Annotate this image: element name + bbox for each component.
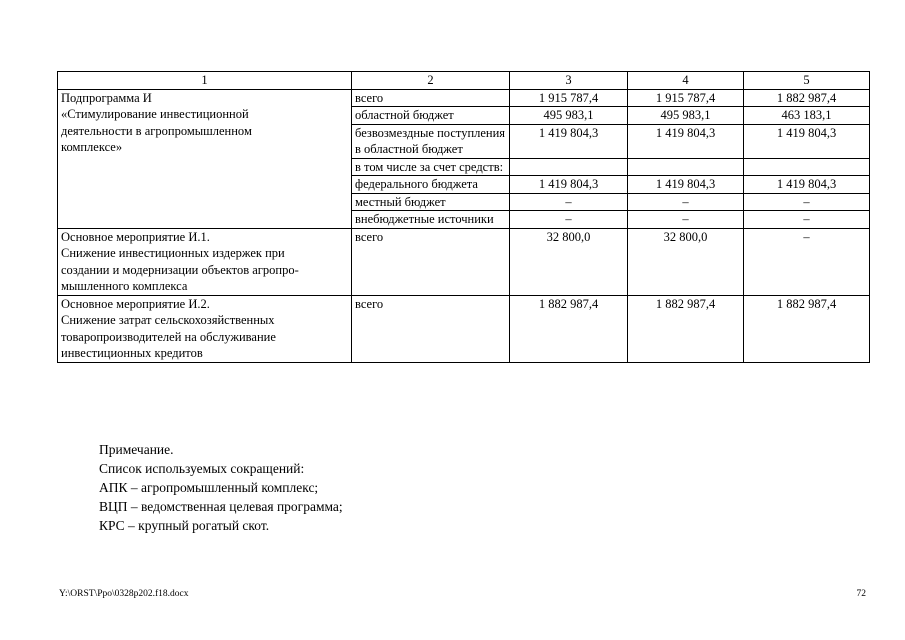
value-col-3: 1 915 787,4	[510, 89, 628, 107]
value-col-5: 1 882 987,4	[744, 89, 870, 107]
value-col-4: 1 915 787,4	[628, 89, 744, 107]
value-col-5: 1 419 804,3	[744, 176, 870, 194]
note-intro: Список используемых сокращений:	[99, 461, 305, 476]
value-col-4: –	[628, 193, 744, 211]
funding-source: местный бюджет	[352, 193, 510, 211]
budget-table	[57, 71, 870, 363]
value-col-4: 1 419 804,3	[628, 176, 744, 194]
activity-2-name: Основное мероприятие И.2. Снижение затрат сельскохозяйственных товаропроизводителей на обслуживание инвестиционных кредитов	[58, 295, 352, 362]
value-col-4: –	[628, 211, 744, 229]
table-row	[58, 295, 870, 362]
abbreviation-item: АПК – агропромышленный комплекс;	[99, 480, 319, 495]
funding-source: областной бюджет	[352, 107, 510, 125]
header-col-2: 2	[352, 72, 510, 90]
value-col-3: 495 983,1	[510, 107, 628, 125]
value-col-3	[510, 158, 628, 176]
value-col-3: 1 419 804,3	[510, 176, 628, 194]
page-number: 72	[856, 589, 866, 599]
file-path: Y:\ORST\Ppo\0328p202.f18.docx	[59, 589, 189, 599]
header-col-4: 4	[628, 72, 744, 90]
funding-source: внебюджетные источники	[352, 211, 510, 229]
funding-source: в том числе за счет средств:	[352, 158, 510, 176]
value-col-5	[744, 158, 870, 176]
value-col-5: –	[744, 193, 870, 211]
value-col-3: –	[510, 193, 628, 211]
activity-1-name: Основное мероприятие И.1. Снижение инвестиционных издержек при создании и модернизации объектов агропро- мышленного комплекса	[58, 228, 352, 295]
table-row	[58, 228, 870, 295]
funding-source: всего	[352, 228, 510, 295]
value-col-4: 495 983,1	[628, 107, 744, 125]
value-col-3: 1 882 987,4	[510, 295, 628, 362]
value-col-3: 32 800,0	[510, 228, 628, 295]
abbreviation-item: ВЦП – ведомственная целевая программа;	[99, 499, 343, 514]
header-col-3: 3	[510, 72, 628, 90]
table-row	[58, 89, 870, 107]
value-col-5: 1 419 804,3	[744, 124, 870, 158]
value-col-5: 1 882 987,4	[744, 295, 870, 362]
note-title: Примечание.	[99, 442, 174, 457]
value-col-4: 1 882 987,4	[628, 295, 744, 362]
header-col-1: 1	[58, 72, 352, 90]
value-col-5: –	[744, 228, 870, 295]
funding-source: всего	[352, 295, 510, 362]
value-col-3: 1 419 804,3	[510, 124, 628, 158]
abbreviation-item: КРС – крупный рогатый скот.	[99, 518, 270, 533]
funding-source: всего	[352, 89, 510, 107]
value-col-5: –	[744, 211, 870, 229]
value-col-3: –	[510, 211, 628, 229]
funding-source: федерального бюджета	[352, 176, 510, 194]
header-col-5: 5	[744, 72, 870, 90]
header-row	[58, 72, 870, 90]
value-col-4: 1 419 804,3	[628, 124, 744, 158]
value-col-5: 463 183,1	[744, 107, 870, 125]
subprogram-name: Подпрограмма И «Стимулирование инвестиционной деятельности в агропромышленном комплексе»	[58, 89, 352, 228]
note-block	[99, 440, 343, 535]
value-col-4: 32 800,0	[628, 228, 744, 295]
value-col-4	[628, 158, 744, 176]
funding-source: безвозмездные поступления в областной бюджет	[352, 124, 510, 158]
